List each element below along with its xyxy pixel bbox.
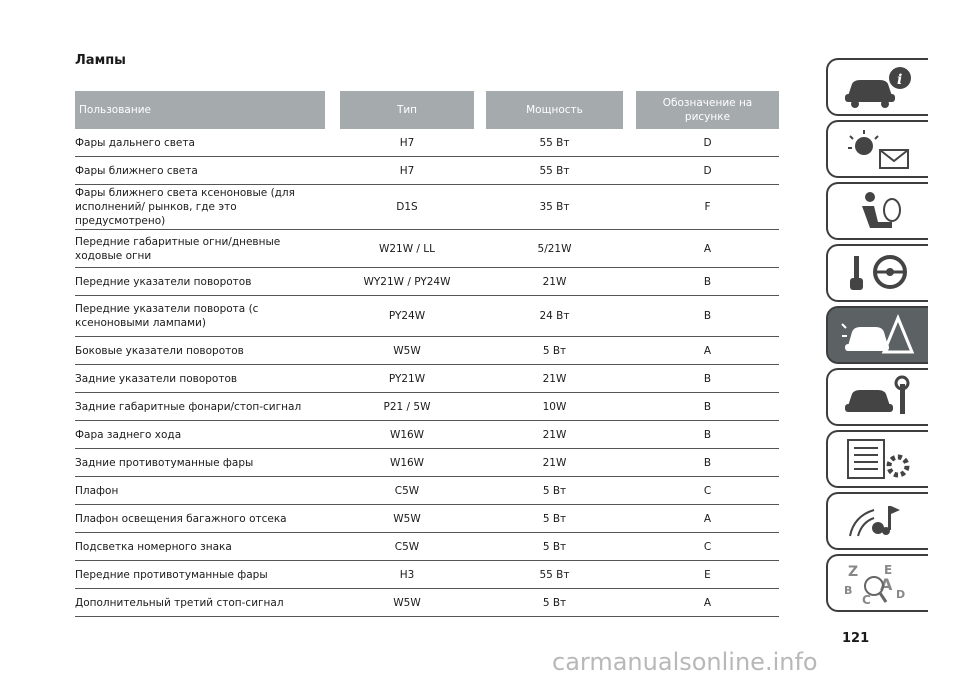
- cell-use: Подсветка номерного знака: [75, 540, 232, 553]
- cell-power: 55 Вт: [539, 136, 570, 149]
- svg-text:B: B: [844, 584, 853, 597]
- table-row: [75, 505, 779, 533]
- table-row: [75, 296, 779, 337]
- tab-warning-lights[interactable]: [826, 120, 928, 178]
- cell-ref: A: [703, 512, 712, 525]
- table-row: [75, 129, 779, 157]
- cell-ref: A: [703, 344, 712, 357]
- cell-use: Фары дальнего света: [75, 136, 195, 149]
- cell-power: 55 Вт: [539, 568, 570, 581]
- tab-multimedia[interactable]: [826, 492, 928, 550]
- tab-emergency[interactable]: [826, 306, 928, 364]
- cell-ref: C: [703, 540, 712, 553]
- cell-ref: E: [704, 568, 711, 581]
- car-maintenance-wrench-icon: [840, 374, 916, 420]
- table-row: [75, 449, 779, 477]
- cell-use: Фары ближнего света ксеноновые (для исполнений/ рынков, где это предусмотрено): [75, 187, 295, 227]
- cell-ref: B: [703, 428, 712, 441]
- cell-power: 5 Вт: [542, 484, 567, 497]
- cell-use: Задние противотуманные фары: [75, 456, 254, 469]
- cell-type: W5W: [393, 596, 421, 609]
- watermark: carmanualsonline.info: [552, 648, 818, 676]
- table-row: [75, 533, 779, 561]
- table-row: [75, 365, 779, 393]
- tab-starting-driving[interactable]: [826, 244, 928, 302]
- cell-use: Боковые указатели поворотов: [75, 344, 244, 357]
- header-ref: Обозначение на рисунке: [636, 91, 779, 129]
- lamps-table: [75, 91, 779, 617]
- alphabetical-index-icon: [840, 560, 916, 606]
- page-title: Лампы: [75, 53, 126, 68]
- table-row: [75, 230, 779, 268]
- cell-use: Передние указатели поворотов: [75, 275, 252, 288]
- chapter-tabs: [826, 58, 930, 616]
- tab-maintenance[interactable]: [826, 368, 928, 426]
- cell-type: C5W: [394, 540, 420, 553]
- table-row: [75, 393, 779, 421]
- tab-specifications[interactable]: [826, 430, 928, 488]
- specs-gear-icon: [840, 436, 916, 482]
- cell-power: 21W: [542, 428, 567, 441]
- cell-type: PY21W: [388, 372, 426, 385]
- table-row: [75, 157, 779, 185]
- warning-lights-message-icon: [840, 126, 916, 172]
- cell-ref: D: [703, 136, 712, 149]
- cell-type: H7: [399, 164, 415, 177]
- table-row: [75, 477, 779, 505]
- cell-ref: B: [703, 372, 712, 385]
- table-row: [75, 268, 779, 296]
- cell-power: 5/21W: [537, 242, 572, 255]
- cell-ref: B: [703, 310, 712, 322]
- cell-power: 21W: [542, 456, 567, 469]
- cell-ref: A: [703, 596, 712, 609]
- cell-type: H7: [399, 136, 415, 149]
- cell-type: P21 / 5W: [383, 400, 431, 413]
- cell-type: W16W: [389, 428, 425, 441]
- cell-type: PY24W: [388, 310, 426, 322]
- cell-type: WY21W / PY24W: [363, 275, 451, 288]
- svg-text:E: E: [884, 563, 893, 577]
- key-steering-wheel-icon: [840, 250, 916, 296]
- cell-ref: B: [703, 456, 712, 469]
- cell-use: Плафон освещения багажного отсека: [75, 512, 287, 525]
- cell-power: 35 Вт: [539, 201, 570, 213]
- cell-use: Задние габаритные фонари/стоп-сигнал: [75, 400, 302, 413]
- cell-power: 5 Вт: [542, 512, 567, 525]
- cell-ref: A: [703, 242, 712, 255]
- cell-power: 5 Вт: [542, 540, 567, 553]
- cell-type: D1S: [396, 201, 418, 213]
- table-row: [75, 589, 779, 617]
- svg-text:C: C: [862, 593, 871, 606]
- cell-ref: D: [703, 164, 712, 177]
- cell-use: Фары ближнего света: [75, 164, 198, 177]
- header-use: Пользование: [75, 91, 325, 129]
- table-header: [75, 91, 779, 129]
- cell-power: 24 Вт: [539, 310, 570, 322]
- cell-type: W16W: [389, 456, 425, 469]
- page-number: 121: [842, 631, 870, 646]
- cell-power: 5 Вт: [542, 596, 567, 609]
- cell-use: Передние противотуманные фары: [75, 568, 268, 581]
- tab-car-info[interactable]: [826, 58, 928, 116]
- cell-use: Дополнительный третий стоп-сигнал: [75, 596, 284, 609]
- svg-text:D: D: [896, 588, 906, 601]
- table-row: [75, 561, 779, 589]
- cell-power: 55 Вт: [539, 164, 570, 177]
- multimedia-note-icon: [840, 498, 916, 544]
- header-type: Тип: [340, 91, 474, 129]
- cell-type: W5W: [393, 344, 421, 357]
- table-row: [75, 337, 779, 365]
- cell-ref: B: [703, 275, 712, 288]
- svg-text:Z: Z: [848, 564, 859, 580]
- cell-use: Передние габаритные огни/дневные ходовые огни: [75, 235, 281, 262]
- header-power: Мощность: [486, 91, 623, 129]
- table-body: [75, 129, 779, 617]
- cell-use: Плафон: [75, 484, 119, 497]
- car-breakdown-warning-icon: [840, 312, 916, 358]
- table-row: [75, 421, 779, 449]
- svg-text:i: i: [897, 72, 903, 88]
- cell-type: H3: [399, 568, 415, 581]
- cell-use: Передние указатели поворота (с ксеноновыми лампами): [75, 303, 259, 329]
- cell-use: Задние указатели поворотов: [75, 372, 238, 385]
- cell-power: 21W: [542, 372, 567, 385]
- cell-ref: B: [703, 400, 712, 413]
- cell-ref: C: [703, 484, 712, 497]
- cell-power: 21W: [542, 275, 567, 288]
- cell-type: C5W: [394, 484, 420, 497]
- tab-safety[interactable]: [826, 182, 928, 240]
- cell-ref: F: [704, 201, 711, 213]
- tab-index[interactable]: [826, 554, 928, 612]
- cell-type: W5W: [393, 512, 421, 525]
- table-row: [75, 185, 779, 230]
- svg-text:A: A: [880, 575, 893, 594]
- cell-type: W21W / LL: [378, 242, 436, 255]
- seat-airbag-icon: [840, 188, 916, 234]
- cell-use: Фара заднего хода: [75, 428, 182, 441]
- cell-power: 10W: [542, 400, 567, 413]
- car-info-icon: [840, 64, 916, 110]
- cell-power: 5 Вт: [542, 344, 567, 357]
